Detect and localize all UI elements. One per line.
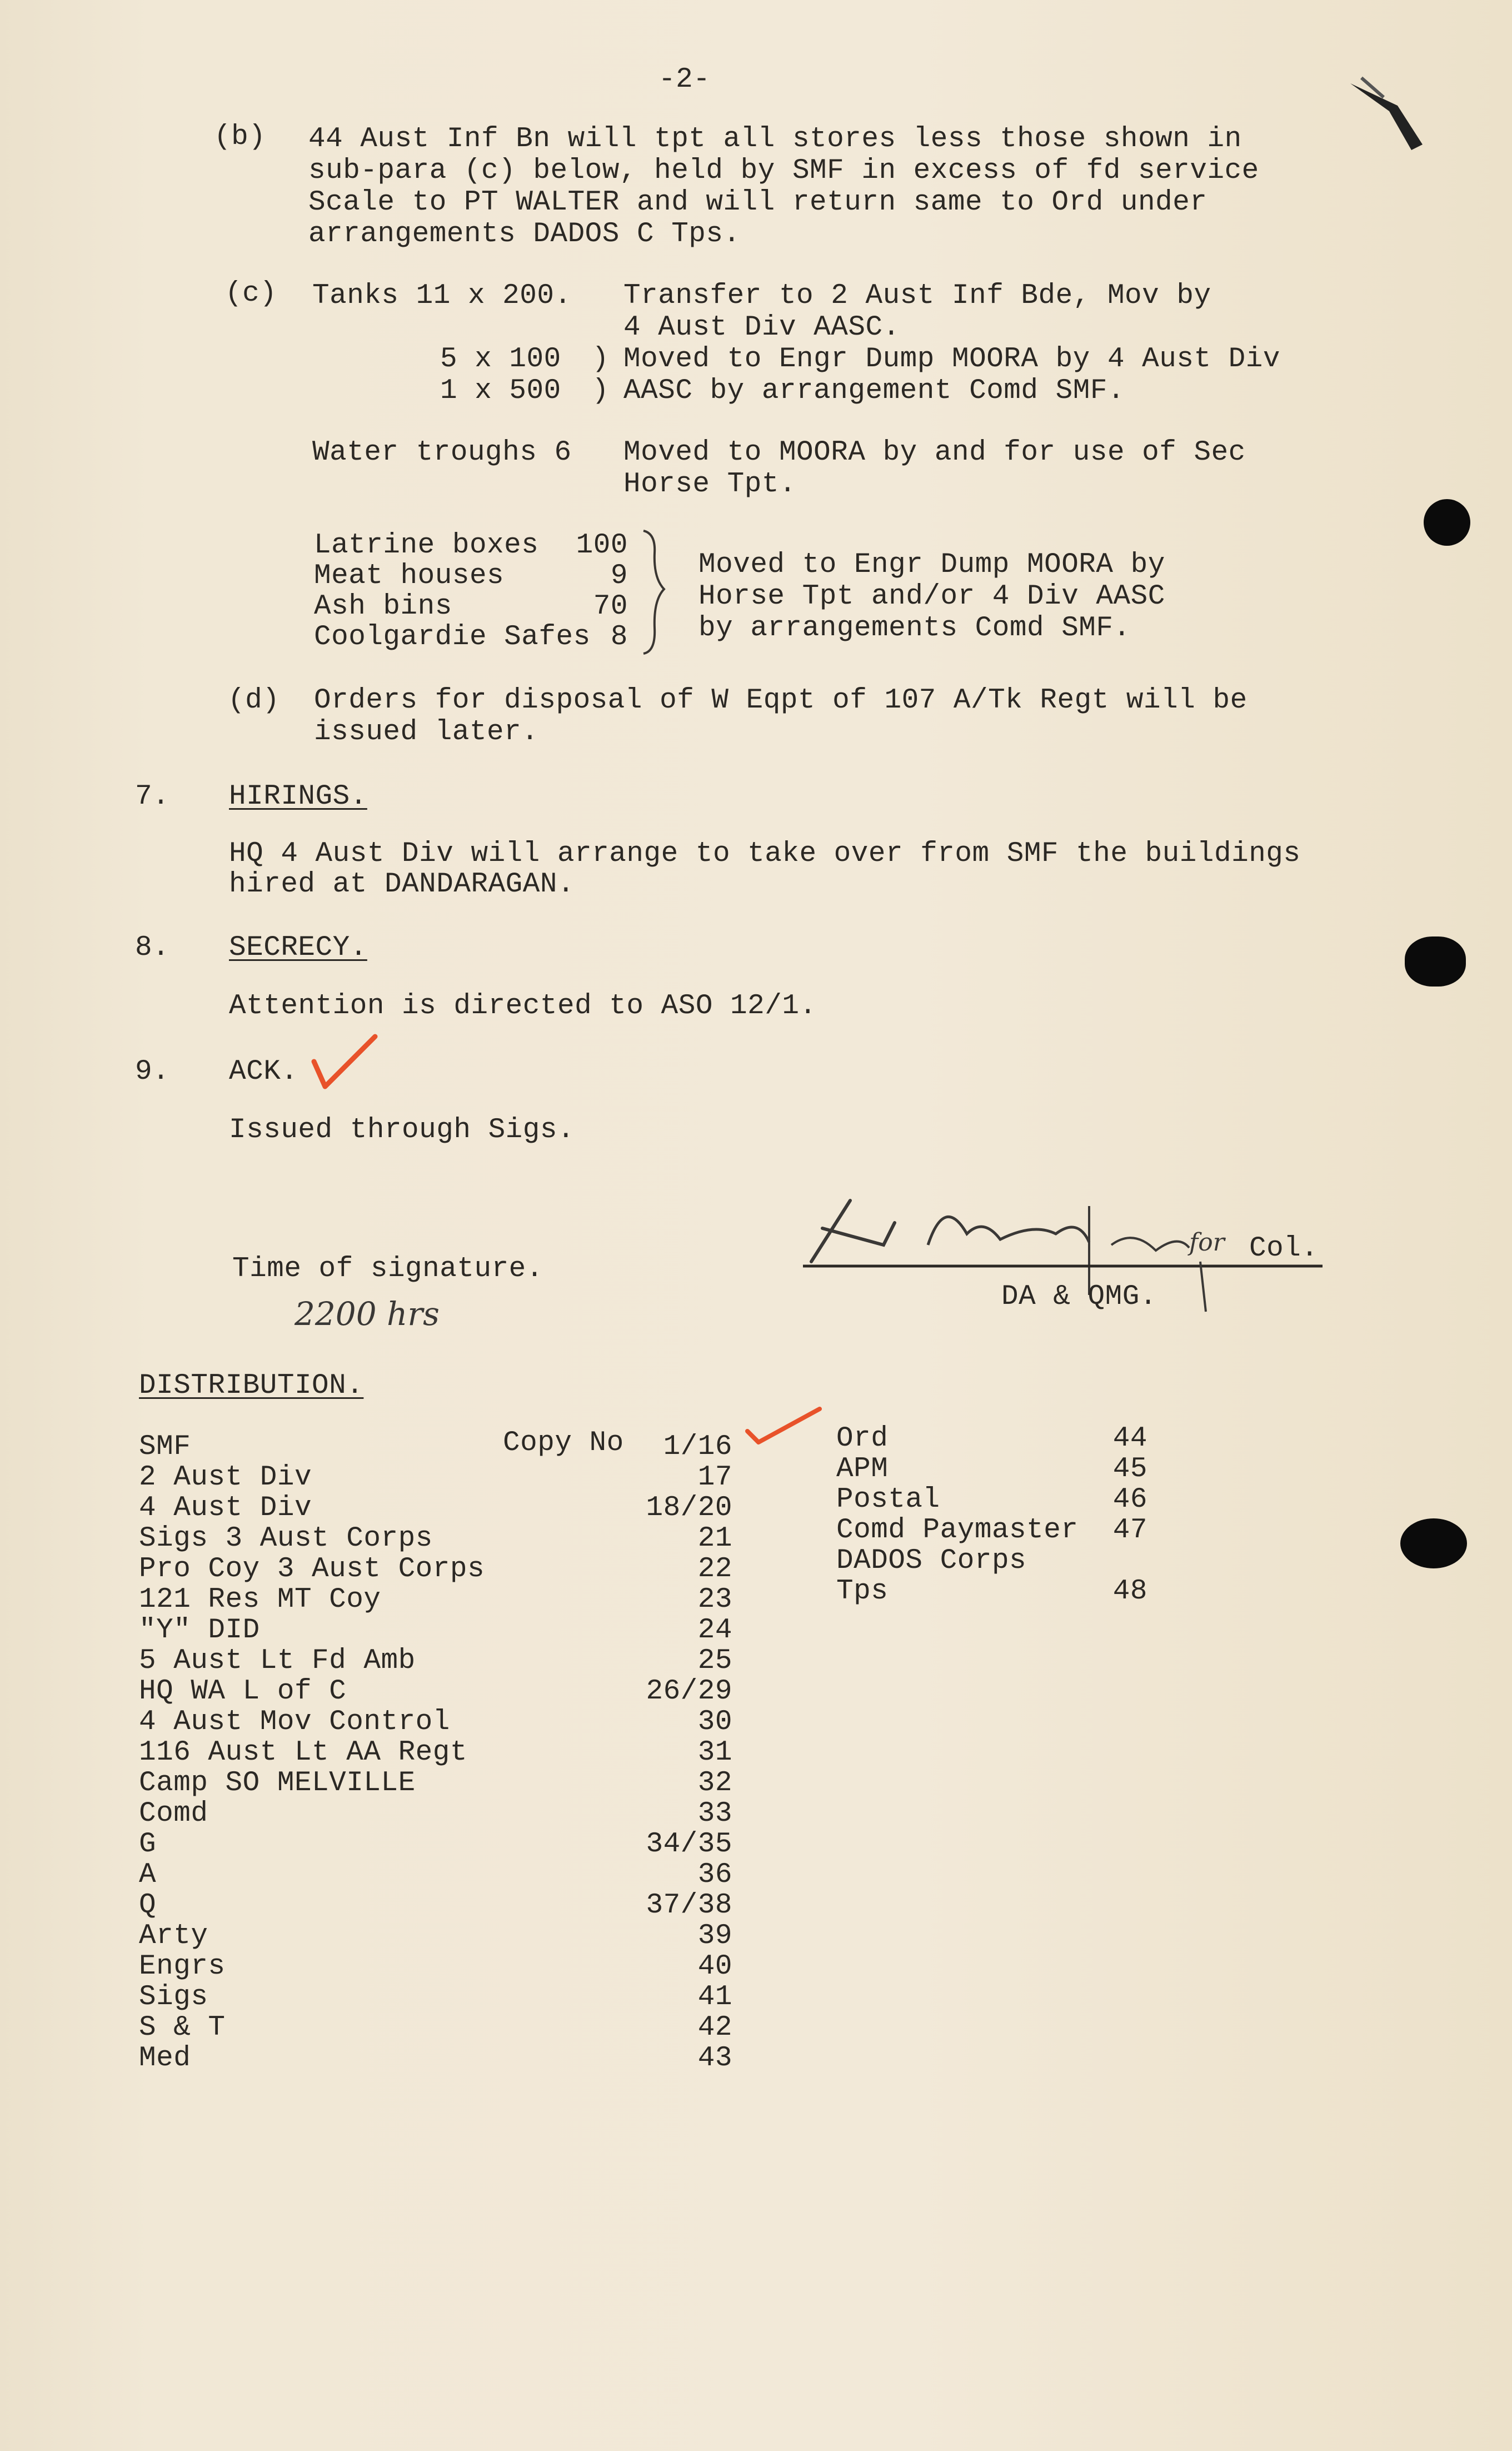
distribution-unit: S & T <box>139 2012 226 2044</box>
para-c-label: (c) <box>225 278 277 310</box>
distribution-unit: Engrs <box>139 1951 226 1982</box>
water-troughs-text: Horse Tpt. <box>623 469 797 500</box>
signature-col: Col. <box>1249 1233 1319 1264</box>
page-number: -2- <box>658 64 711 96</box>
hirings-text: HQ 4 Aust Div will arrange to take over from SMF the buildings <box>229 838 1301 870</box>
para-b-line: sub-para (c) below, held by SMF in excess of fd service <box>308 155 1259 187</box>
distribution-copy-number: 40 <box>697 1951 732 1982</box>
distribution-copy-number: 33 <box>697 1798 732 1830</box>
distribution-copy-number: 41 <box>697 1981 732 2013</box>
distribution-copy-number: 34/35 <box>646 1829 732 1860</box>
binder-hole <box>1400 1518 1467 1568</box>
binder-hole <box>1424 499 1470 546</box>
distribution-unit: DADOS Corps <box>836 1545 1027 1577</box>
para-b-label: (b) <box>214 121 266 153</box>
distribution-copy-number: 21 <box>697 1523 732 1555</box>
tanks-moved: Moved to Engr Dump MOORA by 4 Aust Div <box>623 343 1280 375</box>
section-title-secrecy: SECRECY. <box>229 932 367 964</box>
item-name: Coolgardie Safes <box>314 621 591 653</box>
distribution-unit: Med <box>139 2043 191 2074</box>
items-text: Moved to Engr Dump MOORA by <box>698 549 1165 581</box>
section-title-hirings: HIRINGS. <box>229 781 367 813</box>
tanks-text: 4 Aust Div AASC. <box>623 312 900 343</box>
distribution-copy-number: 45 <box>1112 1453 1147 1485</box>
signature-for: for <box>1189 1228 1225 1257</box>
hirings-text: hired at DANDARAGAN. <box>229 869 575 900</box>
distribution-unit: 4 Aust Mov Control <box>139 1706 450 1738</box>
para-d-line: Orders for disposal of W Eqpt of 107 A/Tk Regt will be <box>314 685 1247 716</box>
distribution-copy-number: 37/38 <box>646 1890 732 1921</box>
water-troughs-label: Water troughs 6 <box>312 437 572 469</box>
section-number: 8. <box>135 932 170 964</box>
checkmark-icon <box>308 1031 381 1092</box>
secrecy-text: Attention is directed to ASO 12/1. <box>229 990 817 1022</box>
distribution-unit: A <box>139 1859 157 1891</box>
distribution-unit: 2 Aust Div <box>139 1462 312 1493</box>
para-b-line: arrangements DADOS C Tps. <box>308 218 741 250</box>
distribution-unit: Sigs 3 Aust Corps <box>139 1523 433 1555</box>
item-name: Latrine boxes <box>314 530 539 561</box>
distribution-copy-number: 46 <box>1112 1484 1147 1516</box>
distribution-copy-number: 39 <box>697 1920 732 1952</box>
item-name: Ash bins <box>314 591 452 622</box>
distribution-copy-number: 31 <box>697 1737 732 1768</box>
item-qty: 70 <box>593 591 628 622</box>
time-of-signature: Time of signature. <box>232 1253 543 1285</box>
distribution-unit: SMF <box>139 1431 191 1463</box>
item-qty: 100 <box>576 530 628 561</box>
section-title-ack: ACK. <box>229 1056 298 1088</box>
distribution-copy-number: 32 <box>697 1767 732 1799</box>
para-d-label: (d) <box>228 685 280 716</box>
distribution-unit: Camp SO MELVILLE <box>139 1767 416 1799</box>
distribution-title: DISTRIBUTION. <box>139 1370 364 1402</box>
distribution-unit: 121 Res MT Coy <box>139 1584 381 1616</box>
distribution-copy-number: 26/29 <box>646 1676 732 1707</box>
distribution-copy-number: 22 <box>697 1553 732 1585</box>
distribution-copy-number: 36 <box>697 1859 732 1891</box>
distribution-copy-number: 48 <box>1112 1576 1147 1607</box>
tanks-moved: AASC by arrangement Comd SMF. <box>623 375 1125 407</box>
distribution-copy-number: 30 <box>697 1706 732 1738</box>
distribution-unit: Arty <box>139 1920 208 1952</box>
distribution-unit: 4 Aust Div <box>139 1492 312 1524</box>
copy-no-header: Copy No <box>503 1427 624 1459</box>
items-text: by arrangements Comd SMF. <box>698 612 1131 644</box>
tanks-label: Tanks 11 x 200. <box>312 280 572 312</box>
tanks-paren: ) <box>592 343 610 375</box>
item-qty: 8 <box>610 621 628 653</box>
para-b-line: 44 Aust Inf Bn will tpt all stores less those shown in <box>308 123 1242 155</box>
distribution-copy-number: 1/16 <box>663 1431 732 1463</box>
distribution-unit: Q <box>139 1890 157 1921</box>
time-handwritten: 2200 hrs <box>295 1295 440 1333</box>
distribution-unit: Ord <box>836 1423 889 1454</box>
item-name: Meat houses <box>314 560 505 592</box>
tanks-text: Transfer to 2 Aust Inf Bde, Mov by <box>623 280 1211 312</box>
tanks-qty: 1 x 500 <box>440 375 561 407</box>
distribution-unit: Sigs <box>139 1981 208 2013</box>
distribution-unit: Comd Paymaster <box>836 1515 1079 1546</box>
distribution-copy-number: 47 <box>1112 1515 1147 1546</box>
para-d-line: issued later. <box>314 716 539 748</box>
distribution-copy-number: 43 <box>697 2043 732 2074</box>
distribution-unit: "Y" DID <box>139 1615 260 1646</box>
para-b-line: Scale to PT WALTER and will return same to Ord under <box>308 187 1207 218</box>
checkmark-icon <box>745 1403 822 1448</box>
distribution-unit: HQ WA L of C <box>139 1676 347 1707</box>
distribution-unit: 116 Aust Lt AA Regt <box>139 1737 467 1768</box>
distribution-unit: Comd <box>139 1798 208 1830</box>
distribution-unit: 5 Aust Lt Fd Amb <box>139 1645 416 1677</box>
distribution-unit: Postal <box>836 1484 940 1516</box>
water-troughs-text: Moved to MOORA by and for use of Sec <box>623 437 1246 469</box>
distribution-copy-number: 18/20 <box>646 1492 732 1524</box>
distribution-unit: Pro Coy 3 Aust Corps <box>139 1553 485 1585</box>
distribution-copy-number: 25 <box>697 1645 732 1677</box>
distribution-unit: G <box>139 1829 157 1860</box>
items-text: Horse Tpt and/or 4 Div AASC <box>698 581 1165 612</box>
distribution-unit: APM <box>836 1453 889 1485</box>
tanks-paren: ) <box>592 375 610 407</box>
item-qty: 9 <box>610 560 628 592</box>
distribution-unit: Tps <box>836 1576 889 1607</box>
distribution-copy-number: 44 <box>1112 1423 1147 1454</box>
distribution-copy-number: 42 <box>697 2012 732 2044</box>
right-brace <box>639 528 672 656</box>
section-number: 7. <box>135 781 170 813</box>
distribution-copy-number: 17 <box>697 1462 732 1493</box>
issued-text: Issued through Sigs. <box>229 1114 575 1146</box>
signature-title: DA & QMG. <box>1001 1281 1157 1313</box>
distribution-copy-number: 24 <box>697 1615 732 1646</box>
staple-mark <box>1345 67 1434 156</box>
tanks-qty: 5 x 100 <box>440 343 561 375</box>
distribution-copy-number: 23 <box>697 1584 732 1616</box>
binder-hole <box>1405 936 1466 987</box>
section-number: 9. <box>135 1056 170 1088</box>
